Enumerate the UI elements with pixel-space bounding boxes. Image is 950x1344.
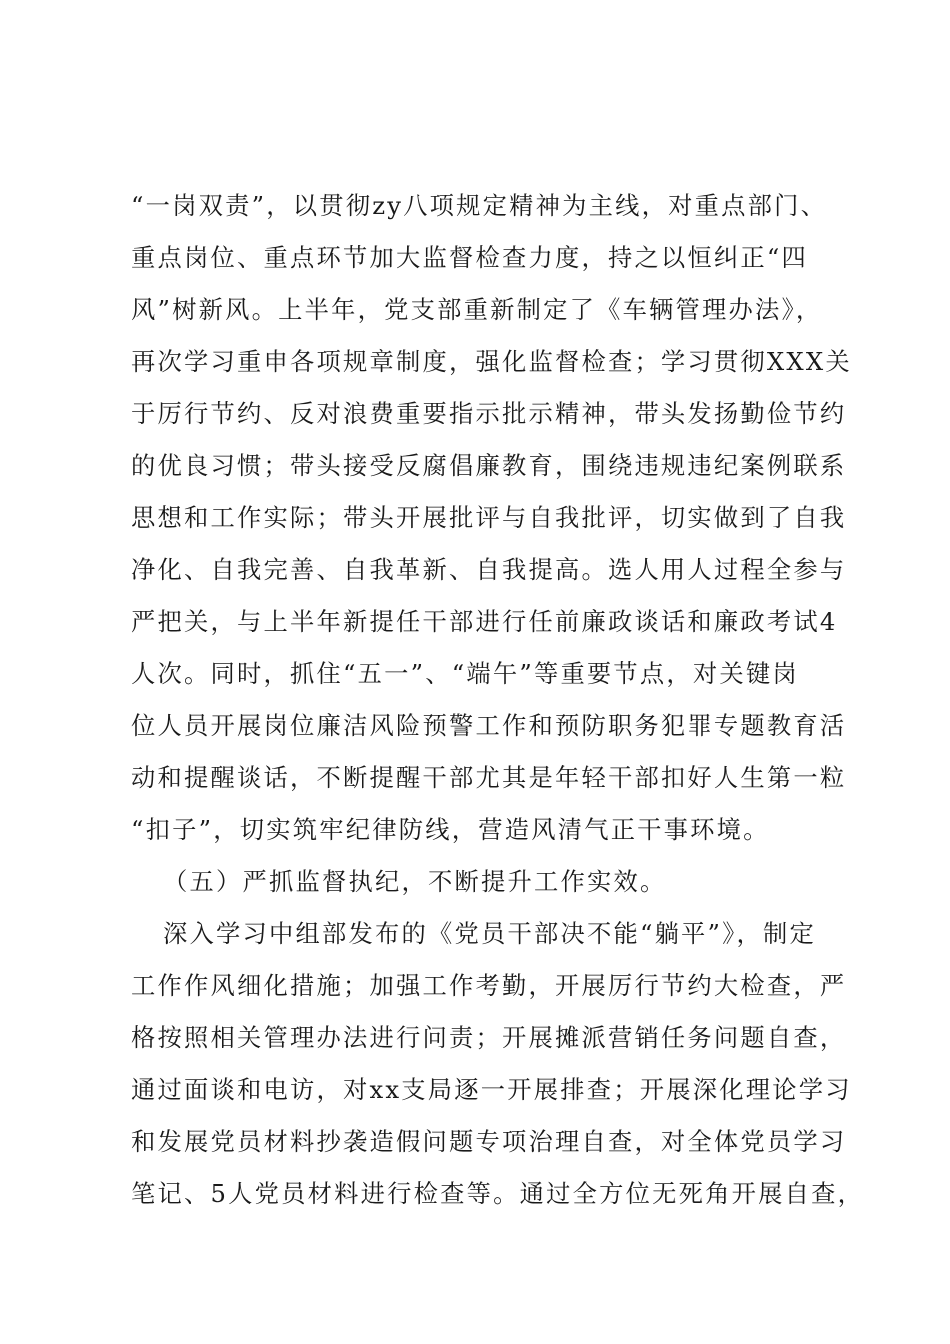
paragraph1-line-11: 位人员开展岗位廉洁风险预警工作和预防职务犯罪专题教育活	[131, 711, 847, 740]
paragraph2-line-2: 工作作风细化措施；加强工作考勤，开展厉行节约大检查，严	[131, 971, 847, 1000]
paragraph1-line-5: 于厉行节约、反对浪费重要指示批示精神，带头发扬勤俭节约	[131, 399, 847, 428]
section-heading: （五）严抓监督执纪，不断提升工作实效。	[163, 867, 667, 896]
paragraph2-line-3: 格按照相关管理办法进行问责；开展摊派营销任务问题自查，	[131, 1023, 847, 1052]
paragraph1-line-8: 净化、自我完善、自我革新、自我提高。选人用人过程全参与	[131, 555, 847, 584]
paragraph1-line-13: “扣子”，切实筑牢纪律防线，营造风清气正干事环境。	[131, 815, 770, 844]
paragraph2-line-1: 深入学习中组部发布的《党员干部决不能“躺平”》，制定	[163, 919, 817, 948]
paragraph1-line-7: 思想和工作实际；带头开展批评与自我批评，切实做到了自我	[131, 503, 847, 532]
paragraph1-line-4: 再次学习重申各项规章制度，强化监督检查；学习贯彻XXX关	[131, 347, 852, 376]
paragraph1-line-1: “一岗双责”，以贯彻zy八项规定精神为主线，对重点部门、	[131, 191, 828, 220]
paragraph1-line-6: 的优良习惯；带头接受反腐倡廉教育，围绕违规违纪案例联系	[131, 451, 847, 480]
paragraph1-line-10: 人次。同时，抓住“五一”、“端午”等重要节点，对关键岗	[131, 659, 799, 688]
paragraph1-line-2: 重点岗位、重点环节加大监督检查力度，持之以恒纠正“四	[131, 243, 809, 272]
paragraph2-line-4: 通过面谈和电访，对xx支局逐一开展排查；开展深化理论学习	[131, 1075, 852, 1104]
paragraph2-line-6: 笔记、5人党员材料进行检查等。通过全方位无死角开展自查，	[131, 1179, 865, 1208]
paragraph1-line-9: 严把关，与上半年新提任干部进行任前廉政谈话和廉政考试4	[131, 607, 838, 636]
paragraph2-line-5: 和发展党员材料抄袭造假问题专项治理自查，对全体党员学习	[131, 1127, 847, 1156]
paragraph1-line-12: 动和提醒谈话，不断提醒干部尤其是年轻干部扣好人生第一粒	[131, 763, 847, 792]
paragraph1-line-3: 风”树新风。上半年，党支部重新制定了《车辆管理办法》，	[131, 295, 823, 324]
